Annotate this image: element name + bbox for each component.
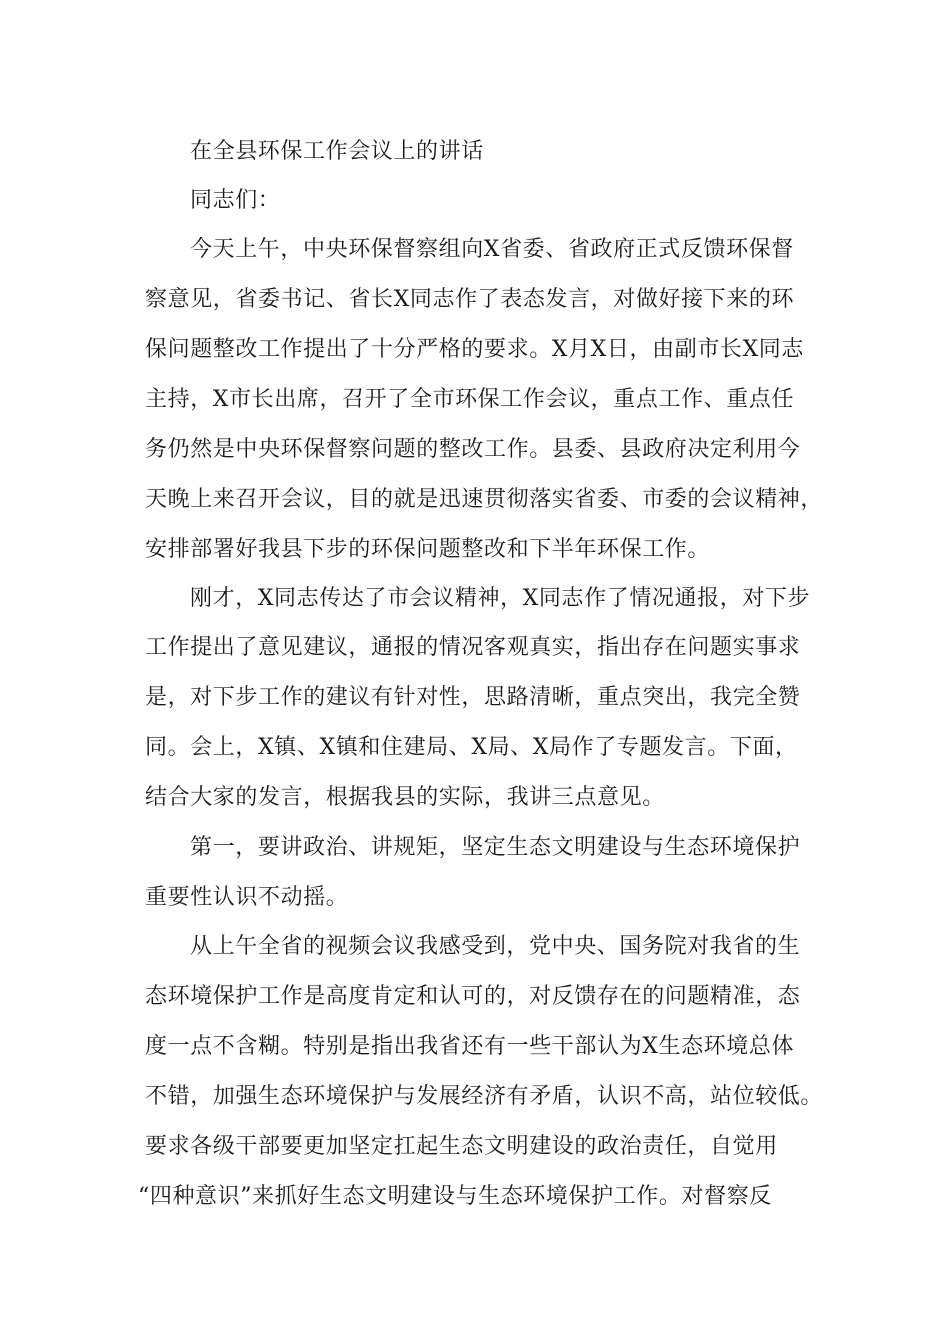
paragraph-1-line-1: 今天上午，中央环保督察组向X省委、省政府正式反馈环保督 [190, 237, 794, 262]
paragraph-1-line-4: 主持，X市长出席，召开了全市环保工作会议，重点工作、重点任 [145, 387, 795, 412]
paragraph-2-line-1: 刚才，X同志传达了市会议精神，X同志作了情况通报，对下步 [190, 586, 811, 611]
paragraph-2-line-2: 工作提出了意见建议，通报的情况客观真实，指出存在问题实事求 [145, 635, 801, 660]
paragraph-4-line-5: 要求各级干部要更加坚定扛起生态文明建设的政治责任，自觉用 [145, 1134, 778, 1159]
document-title: 在全县环保工作会议上的讲话 [190, 139, 484, 164]
paragraph-4-line-1: 从上午全省的视频会议我感受到，党中央、国务院对我省的生 [190, 934, 801, 959]
paragraph-4-line-6: “四种意识”来抓好生态文明建设与生态环境保护工作。对督察反 [138, 1184, 772, 1209]
paragraph-2-line-4: 同。会上，X镇、X镇和住建局、X局、X局作了专题发言。下面， [145, 735, 798, 760]
paragraph-1-line-5: 务仍然是中央环保督察问题的整改工作。县委、县政府决定利用今 [145, 437, 801, 462]
paragraph-1-line-7: 安排部署好我县下步的环保问题整改和下半年环保工作。 [145, 537, 711, 562]
paragraph-2-line-5: 结合大家的发言，根据我县的实际，我讲三点意见。 [145, 785, 665, 810]
paragraph-3-line-2: 重要性认识不动摇。 [145, 885, 349, 910]
paragraph-3-line-1: 第一，要讲政治、讲规矩，坚定生态文明建设与生态环境保护 [190, 835, 801, 860]
paragraph-4-line-2: 态环境保护工作是高度肯定和认可的，对反馈存在的问题精准，态 [145, 984, 801, 1009]
paragraph-2-line-3: 是，对下步工作的建议有针对性，思路清晰，重点突出，我完全赞 [145, 685, 801, 710]
salutation: 同志们： [190, 188, 281, 213]
paragraph-4-line-4: 不错，加强生态环境保护与发展经济有矛盾，认识不高，站位较低。 [145, 1084, 824, 1109]
paragraph-1-line-3: 保问题整改工作提出了十分严格的要求。X月X日，由副市长X同志 [145, 337, 804, 362]
paragraph-1-line-2: 察意见，省委书记、省长X同志作了表态发言，对做好接下来的环 [145, 287, 795, 312]
paragraph-1-line-6: 天晚上来召开会议，目的就是迅速贯彻落实省委、市委的会议精神， [145, 487, 824, 512]
paragraph-4-line-3: 度一点不含糊。特别是指出我省还有一些干部认为X生态环境总体 [145, 1034, 795, 1059]
